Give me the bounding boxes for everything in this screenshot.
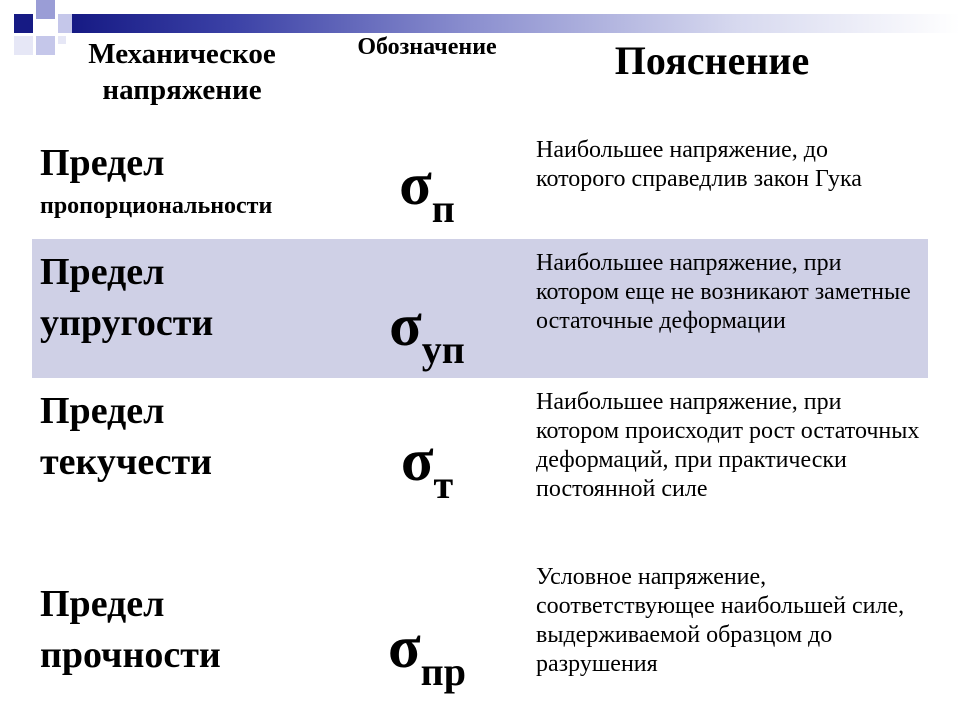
header-symbol: Обозначение [357, 34, 497, 60]
stress-name [40, 579, 330, 681]
decorative-square [14, 36, 33, 55]
stress-symbol [332, 151, 522, 231]
stress-description: Наибольшее напряжение, до которого справедлив закон Гука [536, 137, 862, 192]
stress-name-line1: Предел [40, 142, 165, 184]
sigma-symbol: σ [399, 151, 432, 217]
stress-name-line2: прочности [40, 634, 221, 676]
stress-name-line1: Предел [40, 251, 165, 293]
stress-description: Наибольшее напряжение, при котором происходит рост остаточных деформаций, при практически постоянной силе [536, 389, 920, 502]
stress-description: Условное напряжение, соответствующее наибольшей силе, выдерживаемой образцом до разрушения [536, 564, 905, 677]
table-row [32, 126, 928, 239]
decorative-square [14, 14, 33, 33]
symbol-subscript: уп [421, 327, 465, 372]
stress-symbol [332, 427, 522, 507]
stress-description: Наибольшее напряжение, при котором еще не возникают заметные остаточные деформации [536, 250, 911, 334]
stress-name [40, 247, 330, 349]
stress-name [40, 138, 330, 223]
stress-name-line1: Предел [40, 390, 165, 432]
sigma-symbol: σ [388, 614, 421, 680]
stress-name-line2: текучести [40, 441, 213, 483]
symbol-subscript: п [431, 186, 455, 231]
stress-name-line1: Предел [40, 583, 165, 625]
sigma-symbol: σ [400, 427, 434, 493]
symbol-subscript: пр [420, 649, 466, 694]
decorative-square [36, 0, 55, 19]
symbol-subscript: т [433, 462, 454, 507]
header-explanation: Пояснение [614, 38, 810, 83]
stress-symbol [332, 292, 522, 372]
sigma-symbol: σ [389, 292, 422, 358]
stress-name-line2: упругости [40, 302, 214, 344]
table-row [32, 539, 928, 714]
stress-name [40, 386, 330, 488]
header-mechanical-stress: Механическое напряжение [88, 38, 276, 106]
stress-name-line2: пропорциональности [40, 193, 273, 219]
table-row [32, 378, 928, 539]
table-header-row [32, 24, 928, 126]
table-row [32, 239, 928, 378]
stress-symbol [332, 614, 522, 694]
